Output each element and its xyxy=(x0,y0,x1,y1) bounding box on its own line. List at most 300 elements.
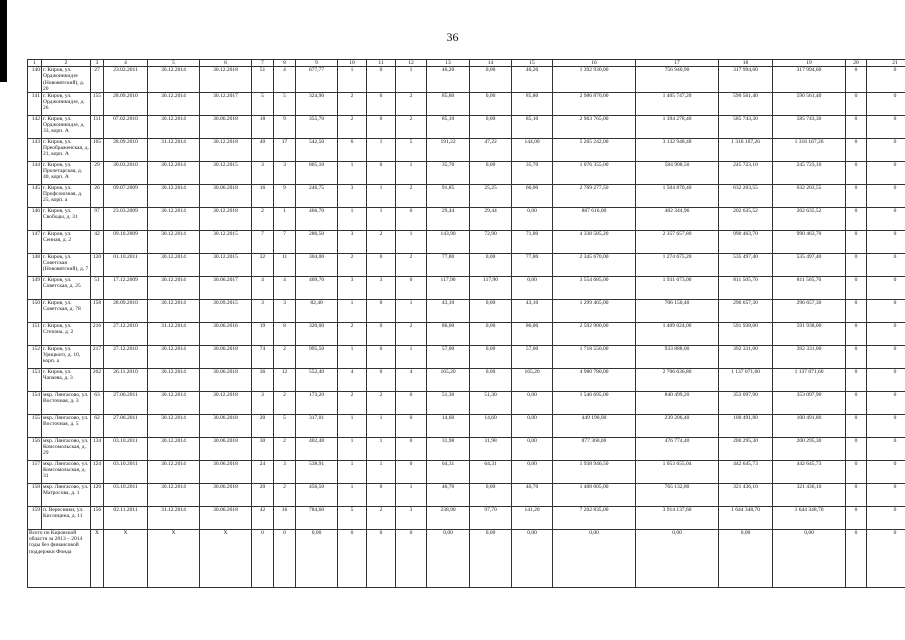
table-cell: 442 645,73 xyxy=(773,461,846,484)
table-cell: 30.12.2018 xyxy=(200,67,252,93)
table-cell: 4 xyxy=(396,369,427,392)
table-row xyxy=(28,415,905,438)
address-cell: п. Вересники, ул. Кислицина, д. 11 xyxy=(42,507,91,530)
table-cell: 158 xyxy=(91,300,104,323)
column-number: 8 xyxy=(274,60,296,67)
table-cell: 217 xyxy=(91,346,104,369)
table-cell: 30.03.2010 xyxy=(104,162,148,185)
address-cell: г. Киров, ул. Советская, д. 25 xyxy=(42,277,91,300)
table-cell: 353 097,90 xyxy=(719,392,773,415)
table-cell: 31,98 xyxy=(470,438,512,461)
table-cell: 03.10.2011 xyxy=(104,484,148,507)
total-cell: 0 xyxy=(252,530,274,588)
table-cell: 18 xyxy=(252,116,274,139)
table-cell: 990 463,70 xyxy=(773,231,846,254)
total-cell: 0,00 xyxy=(719,530,773,588)
table-cell: 31.12.2014 xyxy=(148,507,200,530)
table-cell: 590 561,40 xyxy=(719,93,773,116)
table-cell: 30.12.2014 xyxy=(148,208,200,231)
table-cell: 245 723,10 xyxy=(719,162,773,185)
table-cell: 535 497,40 xyxy=(773,254,846,277)
table-cell: 0 xyxy=(846,254,867,277)
column-number: 1 xyxy=(28,60,42,67)
total-cell: 0,00 xyxy=(512,530,553,588)
table-row xyxy=(28,93,905,116)
table-cell: 46,20 xyxy=(427,67,470,93)
table-cell: 30.12.2014 xyxy=(148,185,200,208)
table-cell: 141 xyxy=(28,93,42,116)
table-cell: 449 190,00 xyxy=(553,415,636,438)
table-cell: 353 097,90 xyxy=(773,392,846,415)
table-cell: 476 774,40 xyxy=(636,438,719,461)
total-label: Всего по Кировской области за 2013 – 2014 годы без финансовой поддержки Фонда xyxy=(28,530,91,588)
table-cell: 0,00 xyxy=(470,323,512,346)
table-cell: 0,00 xyxy=(470,116,512,139)
table-cell: 1 xyxy=(396,484,427,507)
table-cell: 200 295,30 xyxy=(719,438,773,461)
table-cell: 0 xyxy=(867,461,905,484)
table-cell: 4 338 585,20 xyxy=(553,231,636,254)
table-cell: 2 xyxy=(367,231,396,254)
table-cell: 1 xyxy=(367,139,396,162)
table-cell: 1 xyxy=(396,300,427,323)
table-cell: 30.06.2018 xyxy=(200,346,252,369)
table-cell: 887 616,00 xyxy=(553,208,636,231)
table-cell: 0,00 xyxy=(470,254,512,277)
table-row xyxy=(28,507,905,530)
table-cell: 51,30 xyxy=(427,392,470,415)
table-cell: 27.06.2011 xyxy=(104,392,148,415)
table-cell: 30 xyxy=(252,438,274,461)
table-cell: 482 344,96 xyxy=(636,208,719,231)
table-cell: 0 xyxy=(867,300,905,323)
table-cell: 1 xyxy=(274,208,296,231)
total-cell: X xyxy=(104,530,148,588)
table-cell: 0,00 xyxy=(512,415,553,438)
table-cell: 0 xyxy=(846,323,867,346)
table-cell: 30.12.2018 xyxy=(200,208,252,231)
table-cell: 11 xyxy=(274,254,296,277)
table-cell: 0 xyxy=(846,461,867,484)
table-cell: 0 xyxy=(867,415,905,438)
table-body xyxy=(28,60,905,588)
table-cell: 25,25 xyxy=(470,185,512,208)
table-cell: 321 436,10 xyxy=(773,484,846,507)
address-cell: г. Киров, ул. Свободы, д. 31 xyxy=(42,208,91,231)
table-cell: 0 xyxy=(867,139,905,162)
table-cell: 36 xyxy=(252,369,274,392)
table-cell: 27.12.2010 xyxy=(104,323,148,346)
address-cell: г. Киров, ул. Преображенская, д. 21, корп. А xyxy=(42,139,91,162)
table-cell: 74 xyxy=(252,346,274,369)
table-cell: 154 xyxy=(28,392,42,415)
table-cell: 5 xyxy=(274,415,296,438)
table-cell: 1 xyxy=(367,415,396,438)
table-cell: 32 xyxy=(252,254,274,277)
table-cell: 0 xyxy=(396,461,427,484)
table-cell: 0 xyxy=(867,231,905,254)
table-cell: 3 xyxy=(338,231,367,254)
table-cell: 2 xyxy=(338,116,367,139)
table-cell: 30.12.2014 xyxy=(148,484,200,507)
column-number: 15 xyxy=(512,60,553,67)
table-cell: 144 xyxy=(28,162,42,185)
table-cell: 1 xyxy=(396,162,427,185)
address-cell: г. Киров, ул. Советская, д. 78 xyxy=(42,300,91,323)
table-cell: 141,20 xyxy=(512,507,553,530)
table-cell: 30.06.2018 xyxy=(200,438,252,461)
table-cell: 0 xyxy=(367,162,396,185)
table-cell: 304,00 xyxy=(296,254,338,277)
column-number: 5 xyxy=(148,60,200,67)
table-cell: 6 xyxy=(338,139,367,162)
table-cell: 0 xyxy=(367,93,396,116)
table-cell: 20 xyxy=(252,415,274,438)
table-cell: 324,90 xyxy=(296,93,338,116)
table-cell: 17 xyxy=(274,139,296,162)
table-cell: 30.12.2014 xyxy=(148,116,200,139)
column-number: 13 xyxy=(427,60,470,67)
table-cell: 2 xyxy=(274,346,296,369)
table-row xyxy=(28,139,905,162)
table-cell: 16 xyxy=(274,507,296,530)
table-cell: 43,10 xyxy=(427,300,470,323)
table-cell: 990 463,70 xyxy=(719,231,773,254)
table-cell: 85,10 xyxy=(512,116,553,139)
column-number: 2 xyxy=(42,60,91,67)
table-cell: 40 xyxy=(252,139,274,162)
table-cell: 2 xyxy=(274,484,296,507)
table-row xyxy=(28,484,905,507)
total-cell: 0,00 xyxy=(470,530,512,588)
table-cell: 9 xyxy=(274,185,296,208)
table-cell: 1 xyxy=(367,461,396,484)
table-cell: 46,70 xyxy=(512,484,553,507)
address-cell: г. Киров, ул. Советская (Нововятский), д. 7 xyxy=(42,254,91,277)
table-cell: 24 xyxy=(252,461,274,484)
table-cell: 0 xyxy=(867,369,905,392)
table-cell: 0 xyxy=(867,392,905,415)
table-cell: 64,31 xyxy=(470,461,512,484)
table-cell: 27.06.2011 xyxy=(104,415,148,438)
table-cell: 677,77 xyxy=(296,67,338,93)
table-cell: 151 xyxy=(28,323,42,346)
table-cell: 811 505,70 xyxy=(719,277,773,300)
table-cell: 805,10 xyxy=(296,162,338,185)
total-cell: X xyxy=(148,530,200,588)
table-cell: 4 980 780,00 xyxy=(553,369,636,392)
table-cell: 3 914 137,60 xyxy=(636,507,719,530)
table-cell: 30.12.2018 xyxy=(200,392,252,415)
table-cell: 30.12.2017 xyxy=(200,93,252,116)
table-cell: 321 436,10 xyxy=(719,484,773,507)
table-cell: 0 xyxy=(846,67,867,93)
total-cell: 0 xyxy=(396,530,427,588)
table-cell: 57,00 xyxy=(512,346,553,369)
table-cell: 28.09.2010 xyxy=(104,139,148,162)
table-cell: 85,10 xyxy=(427,116,470,139)
table-cell: 157 xyxy=(28,461,42,484)
table-cell: 2 357 657,80 xyxy=(636,231,719,254)
table-cell: 1 405 747,20 xyxy=(636,93,719,116)
table-cell: 66,00 xyxy=(512,185,553,208)
table-cell: 145 xyxy=(28,185,42,208)
table-cell: 840 499,20 xyxy=(636,392,719,415)
table-cell: 1 644 348,70 xyxy=(719,507,773,530)
table-cell: 1 718 550,00 xyxy=(553,346,636,369)
address-cell: мкр. Лянгасово, ул. Комсомольская, д. 31 xyxy=(42,461,91,484)
table-row xyxy=(28,67,905,93)
table-cell: 0 xyxy=(846,162,867,185)
column-number: 7 xyxy=(252,60,274,67)
table-cell: 591 938,00 xyxy=(773,323,846,346)
table-cell: 30.06.2018 xyxy=(200,507,252,530)
table-cell: 0 xyxy=(846,277,867,300)
table-cell: 296 657,30 xyxy=(719,300,773,323)
column-number: 12 xyxy=(396,60,427,67)
table-cell: 14,60 xyxy=(427,415,470,438)
table-cell: 1 299 465,00 xyxy=(553,300,636,323)
table-cell: 1 504 870,40 xyxy=(636,185,719,208)
table-cell: 765 132,80 xyxy=(636,484,719,507)
table-cell: 7 xyxy=(274,231,296,254)
table-row xyxy=(28,346,905,369)
table-cell: 156 xyxy=(91,507,104,530)
table-cell: 30.12.2014 xyxy=(148,93,200,116)
table-cell: 0 xyxy=(367,116,396,139)
table-cell: 0 xyxy=(367,254,396,277)
table-cell: 3 xyxy=(252,392,274,415)
table-cell: 202 635,52 xyxy=(719,208,773,231)
table-row xyxy=(28,438,905,461)
table-cell: 2 345 670,00 xyxy=(553,254,636,277)
table-cell: 0 xyxy=(846,185,867,208)
table-cell: 1 xyxy=(367,438,396,461)
table-cell: 2 xyxy=(338,254,367,277)
table-cell: 159 xyxy=(28,507,42,530)
table-cell: 239 206,40 xyxy=(636,415,719,438)
table-cell: 1 xyxy=(338,415,367,438)
table-cell: 64,31 xyxy=(427,461,470,484)
table-cell: 47,22 xyxy=(470,139,512,162)
table-cell: 4 xyxy=(274,67,296,93)
table-cell: 142 xyxy=(28,116,42,139)
table-cell: 756 940,90 xyxy=(636,67,719,93)
table-cell: 1 409 024,00 xyxy=(636,323,719,346)
table-cell: 3 554 685,00 xyxy=(553,277,636,300)
table-cell: 0 xyxy=(846,208,867,231)
table-cell: 0 xyxy=(867,93,905,116)
table-cell: 0 xyxy=(846,438,867,461)
page-number: 36 xyxy=(446,30,459,44)
table-cell: 1 316 167,26 xyxy=(773,139,846,162)
column-number: 20 xyxy=(846,60,867,67)
table-cell: 584 908,50 xyxy=(636,162,719,185)
table-cell: 1 274 675,20 xyxy=(636,254,719,277)
table-cell: 07.02.2010 xyxy=(104,116,148,139)
table-cell: 245 723,10 xyxy=(773,162,846,185)
table-cell: 585 743,30 xyxy=(719,116,773,139)
total-cell: 0,00 xyxy=(296,530,338,588)
table-cell: 0 xyxy=(396,438,427,461)
table-cell: 23.02.2011 xyxy=(104,67,148,93)
address-cell: мкр. Лянгасово, ул. Матросова, д. 1 xyxy=(42,484,91,507)
table-cell: 09.10.2009 xyxy=(104,231,148,254)
table-cell: 0 xyxy=(867,438,905,461)
table-cell: 152 xyxy=(28,346,42,369)
table-cell: 85,80 xyxy=(427,93,470,116)
table-cell: 552,40 xyxy=(296,369,338,392)
table-cell: 5 xyxy=(396,139,427,162)
table-row xyxy=(28,208,905,231)
table-cell: 27.12.2010 xyxy=(104,346,148,369)
table-cell: 632 203,55 xyxy=(719,185,773,208)
table-cell: 0 xyxy=(396,208,427,231)
table-cell: 126 xyxy=(91,484,104,507)
table-cell: 590 561,40 xyxy=(773,93,846,116)
column-number: 4 xyxy=(104,60,148,67)
table-cell: 03.10.2011 xyxy=(104,461,148,484)
table-row xyxy=(28,300,905,323)
table-cell: 165,20 xyxy=(427,369,470,392)
table-row xyxy=(28,231,905,254)
table-cell: 0,00 xyxy=(470,346,512,369)
table-cell: 0,00 xyxy=(512,208,553,231)
table-cell: 632 203,55 xyxy=(773,185,846,208)
table-row xyxy=(28,369,905,392)
table-cell: 1 xyxy=(338,162,367,185)
address-cell: мкр. Лянгасово, ул. Комсомольская, д. 29 xyxy=(42,438,91,461)
table-cell: 26 xyxy=(91,185,104,208)
address-cell: г. Киров, ул. Урицкого, д. 10, корп. а xyxy=(42,346,91,369)
table-cell: 2 xyxy=(338,93,367,116)
table-cell: 1 xyxy=(396,346,427,369)
table-cell: 4 xyxy=(274,277,296,300)
table-cell: 26.11.2010 xyxy=(104,369,148,392)
column-number: 9 xyxy=(296,60,338,67)
table-cell: 2 xyxy=(252,208,274,231)
table-cell: 0 xyxy=(846,231,867,254)
table-cell: 155 xyxy=(91,93,104,116)
table-cell: 535 497,40 xyxy=(719,254,773,277)
table-cell: 0 xyxy=(867,254,905,277)
total-cell: 0,00 xyxy=(427,530,470,588)
table-cell: 2 592 900,00 xyxy=(553,323,636,346)
table-cell: 155 xyxy=(28,415,42,438)
table-cell: 0 xyxy=(867,116,905,139)
table-cell: 0 xyxy=(846,116,867,139)
table-cell: 0 xyxy=(846,507,867,530)
table-cell: 77,80 xyxy=(427,254,470,277)
table-cell: 2 xyxy=(396,323,427,346)
table-cell: 202 635,52 xyxy=(773,208,846,231)
table-cell: 0 xyxy=(396,277,427,300)
table-cell: 200 295,30 xyxy=(773,438,846,461)
table-cell: 143,90 xyxy=(427,231,470,254)
table-cell: 134 xyxy=(91,438,104,461)
table-cell: 31.12.2014 xyxy=(148,139,200,162)
table-cell: 2 963 765,00 xyxy=(553,116,636,139)
table-cell: 317 994,60 xyxy=(719,67,773,93)
table-cell: 538,91 xyxy=(296,461,338,484)
table-row xyxy=(28,461,905,484)
table-cell: 995,50 xyxy=(296,346,338,369)
table-cell: 30.12.2014 xyxy=(148,67,200,93)
total-cell: 0,00 xyxy=(636,530,719,588)
table-cell: 2 xyxy=(396,254,427,277)
column-number: 11 xyxy=(367,60,396,67)
address-cell: г. Киров, ул. Чапаева, д. 3 xyxy=(42,369,91,392)
table-cell: 392 331,00 xyxy=(719,346,773,369)
table-cell: 4 xyxy=(252,277,274,300)
table-cell: 3 132 948,48 xyxy=(636,139,719,162)
table-cell: 27 xyxy=(91,67,104,93)
table-cell: 0 xyxy=(867,323,905,346)
table-cell: 09.07.2009 xyxy=(104,185,148,208)
total-cell: X xyxy=(200,530,252,588)
table-cell: 97 xyxy=(91,208,104,231)
table-cell: 0,00 xyxy=(470,300,512,323)
table-cell: 442 645,73 xyxy=(719,461,773,484)
table-cell: 202 xyxy=(91,369,104,392)
table-cell: 1 053 655,04 xyxy=(636,461,719,484)
table-cell: 117,90 xyxy=(470,277,512,300)
table-cell: 01.10.2011 xyxy=(104,254,148,277)
table-cell: 30.06.2018 xyxy=(200,461,252,484)
table-cell: 8 xyxy=(274,323,296,346)
table-cell: 3 xyxy=(367,277,396,300)
table-cell: 148 xyxy=(28,254,42,277)
table-cell: 2 xyxy=(367,507,396,530)
table-cell: 30.12.2015 xyxy=(200,231,252,254)
table-cell: 2 xyxy=(396,93,427,116)
table-cell: 0 xyxy=(867,346,905,369)
table-cell: 30.06.2018 xyxy=(200,369,252,392)
table-cell: 1 xyxy=(338,208,367,231)
table-cell: 317 994,60 xyxy=(773,67,846,93)
table-cell: 2 xyxy=(338,392,367,415)
table-cell: 63 xyxy=(91,392,104,415)
table-cell: 591 938,00 xyxy=(719,323,773,346)
table-cell: 3 xyxy=(274,461,296,484)
table-cell: 16 xyxy=(252,185,274,208)
table-cell: 0 xyxy=(867,208,905,231)
total-cell: 0,00 xyxy=(773,530,846,588)
table-cell: 0,00 xyxy=(470,484,512,507)
table-cell: 29 xyxy=(91,162,104,185)
table-cell: 0 xyxy=(867,185,905,208)
table-cell: 216 xyxy=(91,323,104,346)
table-cell: 3 xyxy=(274,162,296,185)
table-cell: 3 xyxy=(338,185,367,208)
table-cell: 0 xyxy=(867,67,905,93)
table-cell: 43,10 xyxy=(512,300,553,323)
table-row xyxy=(28,185,905,208)
table-cell: 3 xyxy=(274,300,296,323)
table-cell: 0 xyxy=(846,93,867,116)
table-cell: 7 xyxy=(252,231,274,254)
table-cell: 0 xyxy=(396,415,427,438)
table-cell: 30.12.2014 xyxy=(148,415,200,438)
table-cell: 9 xyxy=(274,116,296,139)
address-cell: г. Киров, ул. Профсоюзная, д. 25, корп. а xyxy=(42,185,91,208)
table-cell: 317,01 xyxy=(296,415,338,438)
column-number-row xyxy=(28,60,905,67)
table-cell: 35,70 xyxy=(512,162,553,185)
table-cell: 140 xyxy=(28,67,42,93)
table-cell: 246,75 xyxy=(296,185,338,208)
column-number: 18 xyxy=(719,60,773,67)
